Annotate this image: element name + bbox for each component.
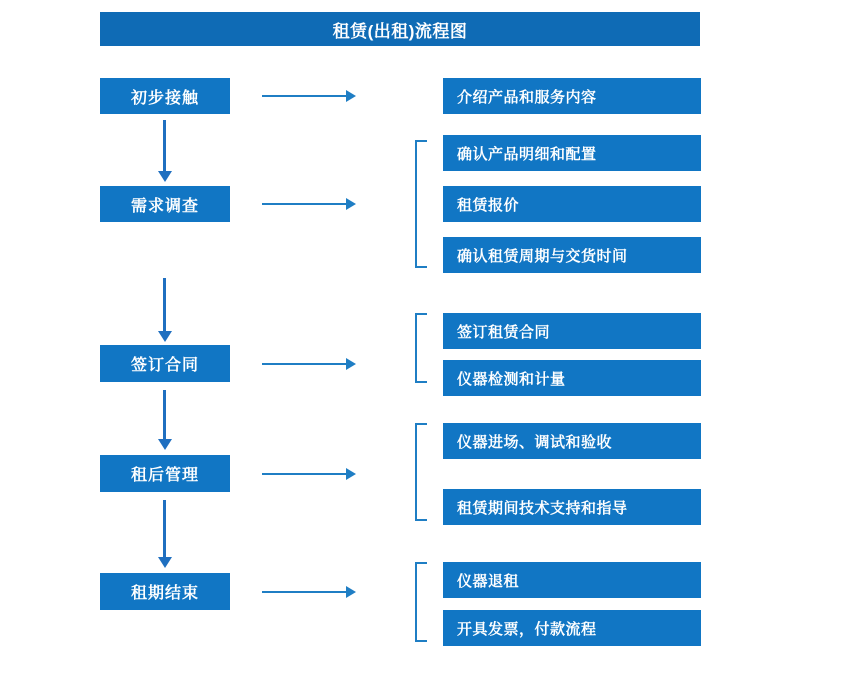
detail-box-7[interactable]: 仪器进场、调试和验收 <box>443 423 701 459</box>
vertical-arrow-4 <box>163 500 166 558</box>
group-bracket-end <box>415 562 427 642</box>
horizontal-arrow-1 <box>262 95 347 97</box>
group-bracket-needs <box>415 140 427 268</box>
stage-box-租期结束[interactable]: 租期结束 <box>100 573 230 610</box>
group-bracket-contract <box>415 313 427 383</box>
vertical-arrow-1 <box>163 120 166 172</box>
stage-box-需求调查[interactable]: 需求调查 <box>100 186 230 222</box>
detail-box-1[interactable]: 介绍产品和服务内容 <box>443 78 701 114</box>
vertical-arrow-3 <box>163 390 166 440</box>
group-bracket-management <box>415 423 427 521</box>
detail-box-8[interactable]: 租赁期间技术支持和指导 <box>443 489 701 525</box>
detail-box-9[interactable]: 仪器退租 <box>443 562 701 598</box>
detail-box-10[interactable]: 开具发票，付款流程 <box>443 610 701 646</box>
stage-box-初步接触[interactable]: 初步接触 <box>100 78 230 114</box>
detail-box-3[interactable]: 租赁报价 <box>443 186 701 222</box>
detail-box-6[interactable]: 仪器检测和计量 <box>443 360 701 396</box>
stage-box-租后管理[interactable]: 租后管理 <box>100 455 230 492</box>
detail-box-5[interactable]: 签订租赁合同 <box>443 313 701 349</box>
horizontal-arrow-3 <box>262 363 347 365</box>
detail-box-4[interactable]: 确认租赁周期与交货时间 <box>443 237 701 273</box>
horizontal-arrow-5 <box>262 591 347 593</box>
detail-box-2[interactable]: 确认产品明细和配置 <box>443 135 701 171</box>
stage-box-签订合同[interactable]: 签订合同 <box>100 345 230 382</box>
vertical-arrow-2 <box>163 278 166 332</box>
page-title: 租赁(出租)流程图 <box>100 12 700 46</box>
horizontal-arrow-2 <box>262 203 347 205</box>
horizontal-arrow-4 <box>262 473 347 475</box>
